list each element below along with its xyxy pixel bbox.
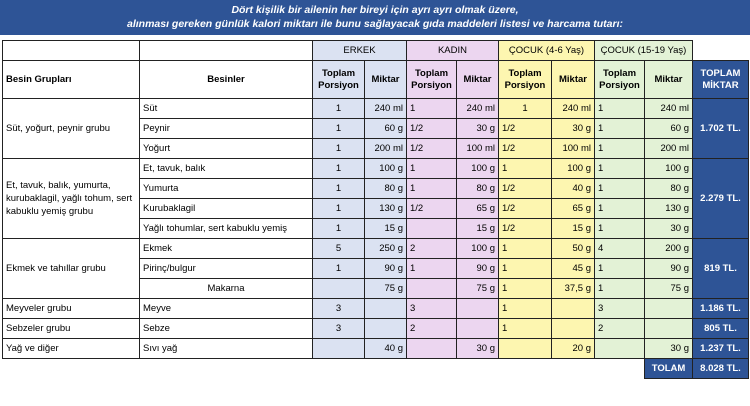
kadin-portion: 1/2	[407, 119, 457, 139]
erkek-amount: 80 g	[365, 179, 407, 199]
cocuk4-amount: 30 g	[552, 119, 595, 139]
kadin-amount	[457, 299, 499, 319]
cocuk4-portion: 1/2	[499, 199, 552, 219]
column-header-cocuk4-miktar: Miktar	[552, 61, 595, 99]
food-name: Süt	[140, 99, 313, 119]
cocuk15-portion: 1	[595, 279, 645, 299]
cocuk15-amount	[645, 319, 693, 339]
food-name: Ekmek	[140, 239, 313, 259]
food-group-sebze: Sebzeler grubu	[3, 319, 140, 339]
cocuk4-portion: 1	[499, 159, 552, 179]
kadin-amount: 80 g	[457, 179, 499, 199]
column-header-toplam-miktar: TOPLAM MİKTAR	[693, 61, 749, 99]
table-row	[3, 99, 749, 119]
cocuk15-portion: 1	[595, 179, 645, 199]
kadin-amount: 100 g	[457, 159, 499, 179]
kadin-portion	[407, 339, 457, 359]
erkek-portion: 3	[313, 299, 365, 319]
erkek-amount: 75 g	[365, 279, 407, 299]
total-row-spacer	[3, 359, 645, 379]
cocuk4-amount: 100 ml	[552, 139, 595, 159]
erkek-portion: 1	[313, 219, 365, 239]
cocuk4-portion	[499, 339, 552, 359]
erkek-amount	[365, 299, 407, 319]
kadin-portion	[407, 219, 457, 239]
kadin-portion: 1/2	[407, 139, 457, 159]
erkek-amount: 100 g	[365, 159, 407, 179]
cocuk4-amount: 40 g	[552, 179, 595, 199]
header-spacer-1	[3, 41, 140, 61]
kadin-amount: 100 g	[457, 239, 499, 259]
erkek-amount	[365, 319, 407, 339]
cocuk4-portion: 1	[499, 319, 552, 339]
food-group-sut: Süt, yoğurt, peynir grubu	[3, 99, 140, 159]
cocuk4-amount: 100 g	[552, 159, 595, 179]
table-row	[3, 159, 749, 179]
kadin-amount: 30 g	[457, 339, 499, 359]
kadin-portion: 2	[407, 319, 457, 339]
cocuk4-amount: 37,5 g	[552, 279, 595, 299]
cocuk4-portion: 1/2	[499, 219, 552, 239]
erkek-portion: 3	[313, 319, 365, 339]
cocuk4-portion: 1/2	[499, 119, 552, 139]
column-header-cocuk4-porsiyon: Toplam Porsiyon	[499, 61, 552, 99]
erkek-portion: 1	[313, 179, 365, 199]
food-group-ekmek: Ekmek ve tahıllar grubu	[3, 239, 140, 299]
kadin-portion: 1	[407, 99, 457, 119]
header-spacer-2	[140, 41, 313, 61]
banner-line-2: alınması gereken günlük kalori miktarı ile bunu sağlayacak gıda maddeleri listesi ve harcama tutarı:	[126, 18, 624, 30]
cocuk4-amount: 15 g	[552, 219, 595, 239]
erkek-portion: 1	[313, 119, 365, 139]
food-name: Sebze	[140, 319, 313, 339]
column-header-erkek-miktar: Miktar	[365, 61, 407, 99]
erkek-amount: 200 ml	[365, 139, 407, 159]
column-header-erkek-porsiyon: Toplam Porsiyon	[313, 61, 365, 99]
food-name: Kurubaklagil	[140, 199, 313, 219]
group-header-cocuk-4-6: ÇOCUK (4-6 Yaş)	[499, 41, 595, 61]
column-header-kadin-miktar: Miktar	[457, 61, 499, 99]
cocuk15-portion: 1	[595, 199, 645, 219]
total-cost-ekmek: 819 TL.	[693, 239, 749, 299]
cocuk15-amount: 240 ml	[645, 99, 693, 119]
food-name: Yumurta	[140, 179, 313, 199]
food-name: Pirinç/bulgur	[140, 259, 313, 279]
cocuk4-portion: 1	[499, 99, 552, 119]
cocuk15-amount: 30 g	[645, 339, 693, 359]
erkek-portion: 1	[313, 199, 365, 219]
title-banner	[0, 0, 750, 35]
group-header-kadin: KADIN	[407, 41, 499, 61]
cocuk15-portion: 1	[595, 99, 645, 119]
kadin-portion: 1	[407, 159, 457, 179]
cocuk15-amount: 200 ml	[645, 139, 693, 159]
erkek-portion: 1	[313, 99, 365, 119]
total-cost-yag: 1.237 TL.	[693, 339, 749, 359]
kadin-portion: 1	[407, 259, 457, 279]
cocuk4-amount	[552, 299, 595, 319]
erkek-amount: 250 g	[365, 239, 407, 259]
kadin-portion: 1/2	[407, 199, 457, 219]
cocuk15-portion: 1	[595, 159, 645, 179]
cocuk15-amount: 30 g	[645, 219, 693, 239]
food-name: Peynir	[140, 119, 313, 139]
food-name: Et, tavuk, balık	[140, 159, 313, 179]
erkek-portion: 5	[313, 239, 365, 259]
erkek-amount: 60 g	[365, 119, 407, 139]
kadin-portion: 1	[407, 179, 457, 199]
food-group-yag: Yağ ve diğer	[3, 339, 140, 359]
food-name: Yağlı tohumlar, sert kabuklu yemiş	[140, 219, 313, 239]
cocuk15-amount: 130 g	[645, 199, 693, 219]
column-header-besin-gruplari: Besin Grupları	[3, 61, 140, 99]
kadin-amount: 100 ml	[457, 139, 499, 159]
erkek-portion	[313, 339, 365, 359]
kadin-portion: 3	[407, 299, 457, 319]
cocuk4-amount	[552, 319, 595, 339]
table-row	[3, 239, 749, 259]
cocuk15-portion	[595, 339, 645, 359]
erkek-amount: 130 g	[365, 199, 407, 219]
nutrition-table	[2, 40, 749, 379]
cocuk4-portion: 1	[499, 279, 552, 299]
cocuk4-portion: 1/2	[499, 139, 552, 159]
table-row	[3, 319, 749, 339]
cocuk15-portion: 3	[595, 299, 645, 319]
cocuk4-amount: 50 g	[552, 239, 595, 259]
group-header-erkek: ERKEK	[313, 41, 407, 61]
cocuk4-portion: 1/2	[499, 179, 552, 199]
kadin-portion	[407, 279, 457, 299]
total-cost-sebze: 805 TL.	[693, 319, 749, 339]
column-header-kadin-porsiyon: Toplam Porsiyon	[407, 61, 457, 99]
cocuk15-amount: 60 g	[645, 119, 693, 139]
banner-line-1: Dört kişilik bir ailenin her bireyi için ayrı ayrı olmak üzere,	[231, 4, 519, 16]
erkek-portion: 1	[313, 159, 365, 179]
food-name: Sıvı yağ	[140, 339, 313, 359]
cocuk4-amount: 65 g	[552, 199, 595, 219]
group-header-cocuk-15-19: ÇOCUK (15-19 Yaş)	[595, 41, 693, 61]
kadin-amount: 75 g	[457, 279, 499, 299]
erkek-amount: 40 g	[365, 339, 407, 359]
grand-total-label: TOLAM	[645, 359, 693, 379]
food-name: Yoğurt	[140, 139, 313, 159]
cocuk15-amount: 100 g	[645, 159, 693, 179]
food-name: Meyve	[140, 299, 313, 319]
erkek-portion: 1	[313, 259, 365, 279]
cocuk15-portion: 4	[595, 239, 645, 259]
food-group-et: Et, tavuk, balık, yumurta, kurubaklagil, yağlı tohum, sert kabuklu yemiş grubu	[3, 159, 140, 239]
total-cost-et: 2.279 TL.	[693, 159, 749, 239]
erkek-portion: 1	[313, 139, 365, 159]
column-header-cocuk15-miktar: Miktar	[645, 61, 693, 99]
cocuk15-portion: 1	[595, 219, 645, 239]
kadin-amount	[457, 319, 499, 339]
total-cost-meyve: 1.186 TL.	[693, 299, 749, 319]
table-row	[3, 339, 749, 359]
header-spacer-3	[693, 41, 749, 61]
cocuk4-amount: 45 g	[552, 259, 595, 279]
food-group-meyve: Meyveler grubu	[3, 299, 140, 319]
kadin-portion: 2	[407, 239, 457, 259]
cocuk15-amount	[645, 299, 693, 319]
food-name: Makarna	[140, 279, 313, 299]
cocuk15-amount: 80 g	[645, 179, 693, 199]
cocuk4-portion: 1	[499, 259, 552, 279]
cocuk15-portion: 1	[595, 119, 645, 139]
cocuk4-amount: 20 g	[552, 339, 595, 359]
erkek-amount: 240 ml	[365, 99, 407, 119]
table-row	[3, 299, 749, 319]
cocuk4-amount: 240 ml	[552, 99, 595, 119]
erkek-portion	[313, 279, 365, 299]
grand-total-value: 8.028 TL.	[693, 359, 749, 379]
kadin-amount: 15 g	[457, 219, 499, 239]
cocuk15-amount: 200 g	[645, 239, 693, 259]
kadin-amount: 65 g	[457, 199, 499, 219]
kadin-amount: 240 ml	[457, 99, 499, 119]
kadin-amount: 30 g	[457, 119, 499, 139]
cocuk15-portion: 1	[595, 139, 645, 159]
cocuk15-portion: 1	[595, 259, 645, 279]
total-cost-sut: 1.702 TL.	[693, 99, 749, 159]
cocuk15-amount: 75 g	[645, 279, 693, 299]
cocuk15-amount: 90 g	[645, 259, 693, 279]
cocuk15-portion: 2	[595, 319, 645, 339]
erkek-amount: 15 g	[365, 219, 407, 239]
kadin-amount: 90 g	[457, 259, 499, 279]
cocuk4-portion: 1	[499, 299, 552, 319]
cocuk4-portion: 1	[499, 239, 552, 259]
erkek-amount: 90 g	[365, 259, 407, 279]
column-header-cocuk15-porsiyon: Toplam Porsiyon	[595, 61, 645, 99]
column-header-besinler: Besinler	[140, 61, 313, 99]
